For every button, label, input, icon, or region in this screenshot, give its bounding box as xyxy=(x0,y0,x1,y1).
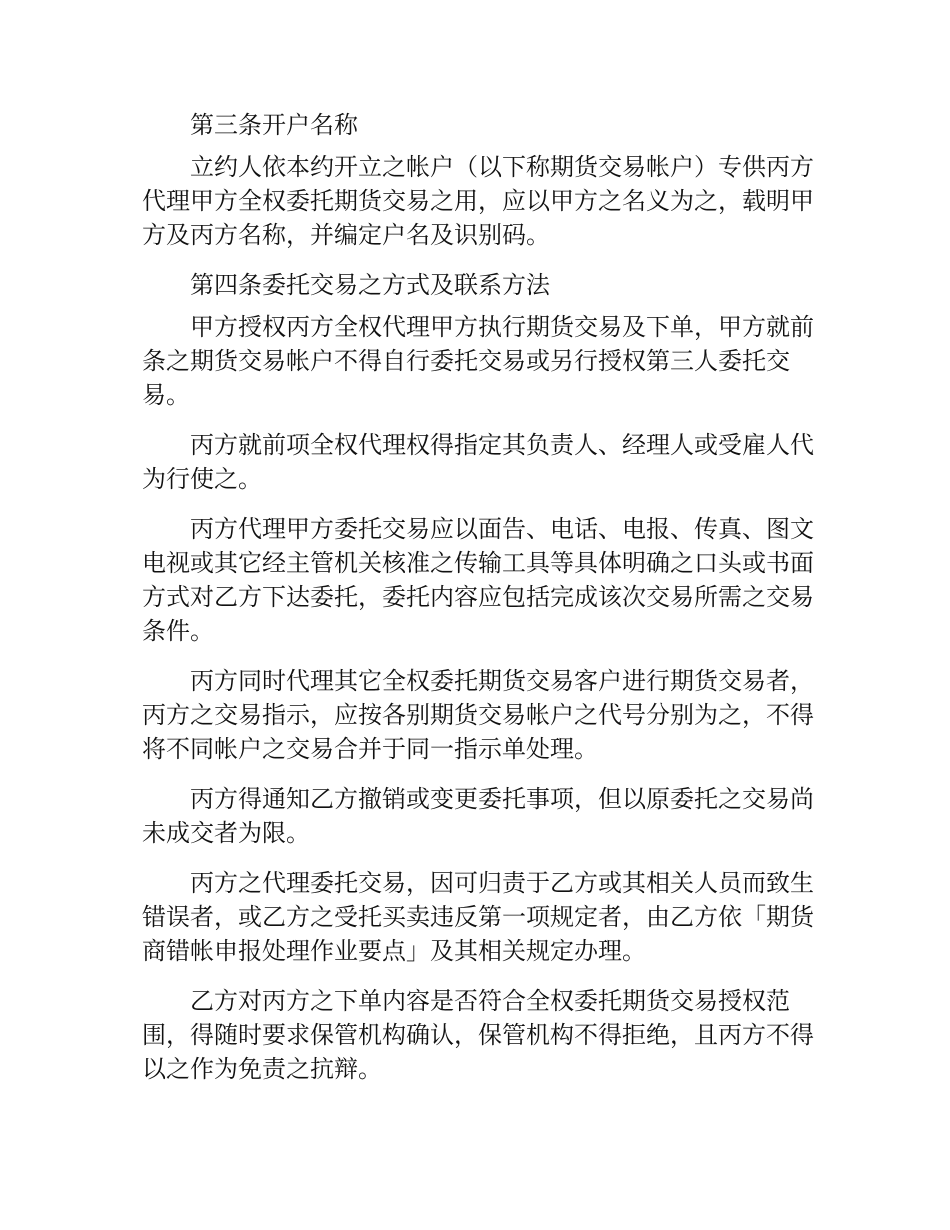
article-4-paragraph-3: 丙方代理甲方委托交易应以面告、电话、电报、传真、图文电视或其它经主管机关核准之传输工具等具体明确之口头或书面方式对乙方下达委托，委托内容应包括完成该次交易所需之交易条件。 xyxy=(142,515,814,645)
article-4-paragraph-5: 丙方得通知乙方撤销或变更委托事项，但以原委托之交易尚未成交者为限。 xyxy=(142,785,814,847)
article-4-heading: 第四条委托交易之方式及联系方法 xyxy=(190,271,550,299)
article-3-paragraph: 立约人依本约开立之帐户（以下称期货交易帐户）专供丙方代理甲方全权委托期货交易之用，应以甲方之名义为之，载明甲方及丙方名称，并编定户名及识别码。 xyxy=(142,153,814,249)
article-3-heading: 第三条开户名称 xyxy=(190,111,358,139)
document-body xyxy=(142,108,817,1102)
article-4-paragraph-2: 丙方就前项全权代理权得指定其负责人、经理人或受雇人代为行使之。 xyxy=(142,431,814,493)
article-4-paragraph-6: 丙方之代理委托交易，因可归责于乙方或其相关人员而致生错误者，或乙方之受托买卖违反第一项规定者，由乙方依「期货商错帐申报处理作业要点」及其相关规定办理。 xyxy=(142,869,814,965)
article-4-paragraph-1: 甲方授权丙方全权代理甲方执行期货交易及下单，甲方就前条之期货交易帐户不得自行委托交易或另行授权第三人委托交易。 xyxy=(142,313,814,409)
article-4-paragraph-7: 乙方对丙方之下单内容是否符合全权委托期货交易授权范围，得随时要求保管机构确认，保管机构不得拒绝，且丙方不得以之作为免责之抗辩。 xyxy=(142,987,814,1083)
article-4-paragraph-4: 丙方同时代理其它全权委托期货交易客户进行期货交易者，丙方之交易指示，应按各别期货交易帐户之代号分别为之，不得将不同帐户之交易合并于同一指示单处理。 xyxy=(142,667,814,763)
